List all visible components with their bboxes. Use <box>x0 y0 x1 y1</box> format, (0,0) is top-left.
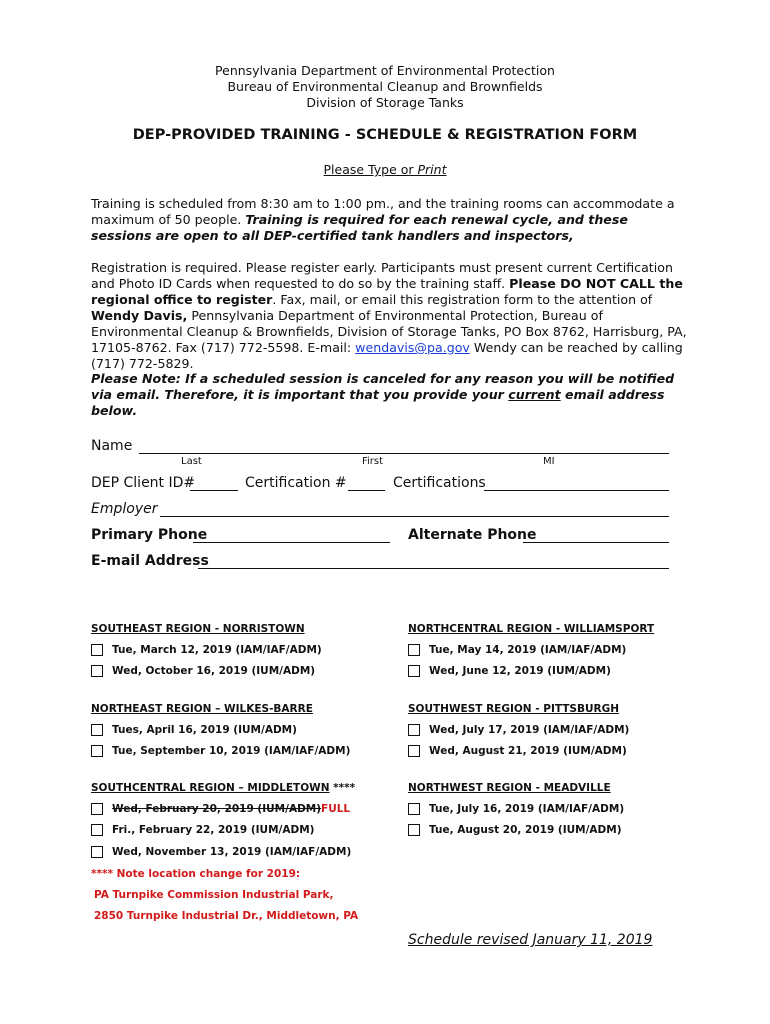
option-label: Wed, October 16, 2019 (IUM/ADM) <box>112 665 316 677</box>
primary-phone-label: Primary Phone <box>91 527 208 543</box>
bureau-name: Bureau of Environmental Cleanup and Brownfields <box>227 79 543 94</box>
intro-paragraph <box>91 196 691 244</box>
subtitle-part2: Print <box>417 162 447 177</box>
option-label: Tue, September 10, 2019 (IAM/IAF/ADM) <box>112 745 351 757</box>
page-title: DEP-PROVIDED TRAINING - SCHEDULE & REGISTRATION FORM <box>132 127 638 143</box>
option-label: Wed, June 12, 2019 (IUM/ADM) <box>429 665 611 677</box>
agency-name: Pennsylvania Department of Environmental Protection <box>215 63 555 78</box>
subtitle-part1: Please Type or <box>323 162 418 177</box>
southeast-option-2[interactable] <box>91 665 315 677</box>
northeast-option-1[interactable] <box>91 724 297 736</box>
employer-input[interactable] <box>160 516 669 517</box>
primary-phone-input[interactable] <box>193 542 390 543</box>
checkbox[interactable] <box>91 803 103 815</box>
location-note-line-3: 2850 Turnpike Industrial Dr., Middletown, PA <box>94 910 359 922</box>
name-label: Name <box>91 438 133 454</box>
location-change-note: **** Note location change for 2019: <box>91 868 301 880</box>
schedule-revised-date: Schedule revised January 11, 2019 <box>408 932 653 948</box>
cert-number-label: Certification # <box>245 475 347 491</box>
checkbox[interactable] <box>91 824 103 836</box>
northcentral-option-1[interactable] <box>408 644 626 656</box>
northwest-option-2[interactable] <box>408 824 622 836</box>
checkbox[interactable] <box>91 745 103 757</box>
southcentral-title-text: SOUTHCENTRAL REGION – MIDDLETOWN <box>91 782 330 794</box>
subtitle <box>0 162 770 177</box>
option-label: Fri., February 22, 2019 (IUM/ADM) <box>112 824 315 836</box>
first-name-label: First <box>362 456 384 467</box>
northeast-option-2[interactable] <box>91 745 350 757</box>
southwest-option-2[interactable] <box>408 745 627 757</box>
certifications-label: Certifications <box>393 475 486 491</box>
northwest-region-title: NORTHWEST REGION - MEADVILLE <box>408 782 611 794</box>
intro-text: Training is scheduled from 8:30 am to 1:00 pm., and the training rooms can accommodate a maximum of 50 people. <box>91 196 675 227</box>
alternate-phone-label: Alternate Phone <box>408 527 537 543</box>
checkbox[interactable] <box>408 644 420 656</box>
southwest-option-1[interactable] <box>408 724 629 736</box>
checkbox[interactable] <box>408 724 420 736</box>
southwest-region-title: SOUTHWEST REGION - PITTSBURGH <box>408 703 620 715</box>
note-text-1: Please Note: If a scheduled session is canceled for any reason you will be notified via email. Therefore, it is important that you provide your <box>91 371 675 402</box>
email-label: E-mail Address <box>91 553 209 569</box>
checkbox[interactable] <box>91 665 103 677</box>
option-label: Wed, August 21, 2019 (IUM/ADM) <box>429 745 627 757</box>
checkbox[interactable] <box>91 846 103 858</box>
southeast-option-1[interactable] <box>91 644 322 656</box>
option-label: Tues, April 16, 2019 (IUM/ADM) <box>112 724 297 736</box>
location-note-line-2: PA Turnpike Commission Industrial Park, <box>94 889 334 901</box>
reg-text-4: Wendy can be reached by calling (717) 772-5829. <box>91 340 683 371</box>
registration-paragraph <box>91 260 691 372</box>
last-name-label: Last <box>181 456 202 467</box>
name-input[interactable] <box>139 453 669 454</box>
option-label: Wed, July 17, 2019 (IAM/IAF/ADM) <box>429 724 630 736</box>
northeast-region-title: NORTHEAST REGION – WILKES-BARRE <box>91 703 313 715</box>
reg-text-3: Pennsylvania Department of Environmental Protection, Bureau of Environmental Cleanup & Brownfields, Division of Storage Tanks, PO Box 8762, Harrisburg, PA, 17105-8762. Fax (717) 772-5598. E-mail: <box>91 308 687 355</box>
certifications-input[interactable] <box>484 490 669 491</box>
reg-bold-2: Wendy Davis, <box>91 308 188 323</box>
email-input[interactable] <box>198 568 669 569</box>
full-badge: FULL <box>321 803 351 815</box>
option-label: Wed, February 20, 2019 (IUM/ADM) <box>112 803 322 815</box>
southeast-region-title: SOUTHEAST REGION - NORRISTOWN <box>91 623 305 635</box>
northwest-option-1[interactable] <box>408 803 624 815</box>
cert-number-input[interactable] <box>348 490 385 491</box>
checkbox[interactable] <box>91 644 103 656</box>
checkbox[interactable] <box>408 824 420 836</box>
reg-text-1: Registration is required. Please register early. Participants must present current Certification and Photo ID Cards when requested to do so by the training staff. <box>91 260 673 291</box>
option-label: Tue, March 12, 2019 (IAM/IAF/ADM) <box>112 644 322 656</box>
checkbox[interactable] <box>91 724 103 736</box>
alternate-phone-input[interactable] <box>523 542 669 543</box>
checkbox[interactable] <box>408 665 420 677</box>
division-name: Division of Storage Tanks <box>306 95 464 110</box>
northcentral-region-title: NORTHCENTRAL REGION - WILLIAMSPORT <box>408 623 655 635</box>
southcentral-region-title <box>91 782 355 794</box>
note-paragraph <box>91 371 691 419</box>
note-current: current <box>508 387 561 402</box>
client-id-input[interactable] <box>190 490 238 491</box>
note-text-2: email address below. <box>91 387 665 418</box>
option-label: Tue, August 20, 2019 (IUM/ADM) <box>429 824 622 836</box>
option-label: Wed, November 13, 2019 (IAM/IAF/ADM) <box>112 846 352 858</box>
southcentral-title-suffix: **** <box>329 782 356 794</box>
option-label: Tue, May 14, 2019 (IAM/IAF/ADM) <box>429 644 627 656</box>
southcentral-option-1[interactable] <box>91 803 350 815</box>
southcentral-option-3[interactable] <box>91 846 351 858</box>
option-label: Tue, July 16, 2019 (IAM/IAF/ADM) <box>429 803 625 815</box>
reg-bold-1: Please DO NOT CALL the regional office to register <box>91 276 683 307</box>
client-id-label: DEP Client ID# <box>91 475 196 491</box>
checkbox[interactable] <box>408 745 420 757</box>
southcentral-option-2[interactable] <box>91 824 314 836</box>
reg-text-2: . Fax, mail, or email this registration form to the attention of <box>272 292 653 307</box>
checkbox[interactable] <box>408 803 420 815</box>
mi-label: MI <box>543 456 555 467</box>
employer-label: Employer <box>91 501 158 517</box>
intro-emphasis: Training is required for each renewal cycle, and these sessions are open to all DEP-certified tank handlers and inspectors, <box>91 212 628 243</box>
contact-email-link[interactable]: wendavis@pa.gov <box>355 340 470 355</box>
northcentral-option-2[interactable] <box>408 665 611 677</box>
